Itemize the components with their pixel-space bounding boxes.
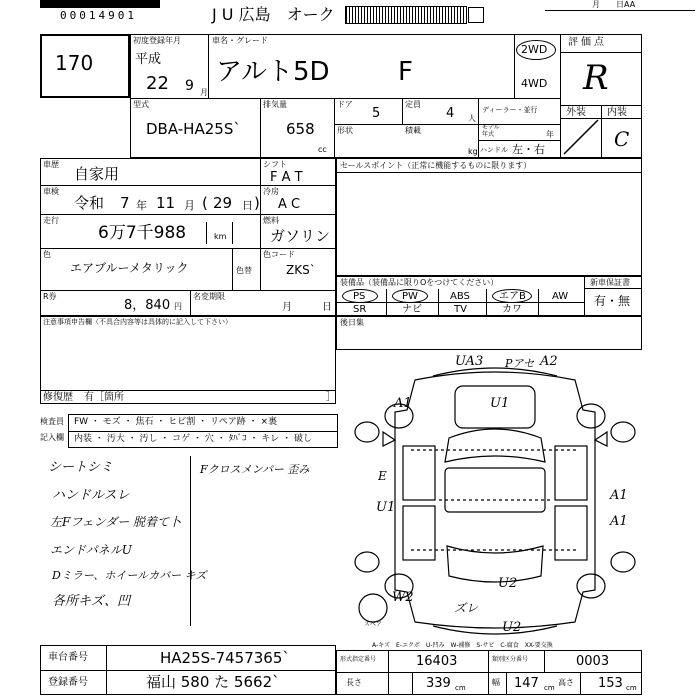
width-label: 幅 — [492, 678, 500, 687]
inspection-day: 29 — [213, 194, 233, 212]
capacity-value: 4 — [446, 106, 455, 121]
mark-a1-right1: A1 — [610, 488, 628, 503]
load-label: 積載 — [405, 126, 421, 135]
title-day: 日 — [322, 302, 332, 313]
length-label: 長さ — [346, 678, 362, 687]
grade: F — [398, 57, 413, 87]
title-month: 月 — [282, 302, 292, 313]
mark-zure: ズレ — [454, 601, 479, 615]
interior-score: C — [614, 127, 630, 151]
chassis-value: HA25S-7457365` — [160, 649, 290, 667]
mark-a1-right2: A1 — [610, 514, 628, 529]
equip-tv: TV — [454, 304, 467, 315]
exterior-label: 外装 — [566, 107, 586, 118]
notes-label: 注意事項申告欄（不具合内容等は具体的に記入して下さい） — [43, 318, 232, 326]
mileage-label: 走行 — [43, 216, 59, 225]
title-deadline-label: 名変期限 — [193, 292, 225, 301]
equip-leather: カワ — [502, 304, 522, 315]
handle-label: ハンドル — [480, 146, 508, 154]
length-value: 339 — [426, 676, 451, 691]
repair-label: 修復歴 — [43, 392, 73, 403]
interior-label: 内装 — [607, 107, 627, 118]
mark-a2: A2 — [540, 354, 558, 369]
model-year-unit: 年 — [546, 130, 554, 139]
equip-airbag: エアB — [499, 291, 526, 302]
inspection-paren-open: ( — [202, 194, 208, 212]
mark-u1-top: U1 — [490, 396, 510, 411]
dealer-label: ディーラー・並行 — [482, 106, 538, 114]
class-value: 0003 — [576, 654, 610, 669]
color-change-label: 色替 — [236, 266, 252, 275]
doors-value: 5 — [372, 106, 381, 121]
lot-number: 170 — [55, 51, 94, 75]
handle-value: 左・右 — [512, 143, 545, 156]
car-diagram — [345, 350, 645, 640]
repair-value: 有［箇所 — [84, 392, 124, 403]
equip-abs: ABS — [450, 291, 470, 302]
plate-value: 福山 580 た 5662` — [146, 673, 280, 691]
shape-label: 形状 — [337, 126, 353, 135]
displacement-unit: cc — [318, 145, 327, 154]
mileage-value: 6万7千988 — [98, 223, 187, 243]
sheet-number: 00014901 — [60, 9, 137, 22]
equipment-label: 装備品（装備品に限りOをつけてください） — [340, 278, 499, 287]
load-unit: kg — [468, 147, 478, 156]
inspection-day-unit: 日 — [242, 199, 253, 212]
mark-u2-bottom: U2 — [502, 620, 522, 635]
mark-u1-left: U1 — [376, 500, 396, 515]
height-unit: cm — [626, 684, 637, 692]
ac-value: A C — [278, 197, 301, 212]
eval-label: 評価点 — [568, 37, 607, 48]
inspector-label: 後日集 — [340, 318, 364, 327]
exterior-slash — [560, 118, 601, 158]
check-label-2: 記入欄 — [40, 433, 64, 442]
repair-close: ］ — [326, 392, 336, 403]
color-code-label: 色コード — [263, 250, 295, 259]
damage-legend: A-キズ E-エクボ U-凹み W-補修 S-サビ C-腐食 XX-要交換 — [372, 642, 553, 649]
handwritten-note-3: 左Fフェンダー 脱着て卜 — [50, 515, 182, 529]
equip-ps: PS — [353, 291, 366, 302]
first-reg-month-unit: 月 — [200, 88, 208, 97]
drive-2wd: 2WD — [521, 43, 548, 56]
history-label: 車歴 — [43, 160, 59, 169]
equip-navi: ナビ — [402, 304, 422, 315]
inspection-year-unit: 年 — [136, 199, 147, 212]
eval-score: R — [583, 58, 609, 98]
inspection-year: 7 — [120, 194, 130, 212]
displacement-value: 658 — [286, 120, 315, 138]
equip-sr: SR — [353, 304, 367, 315]
color-code: ZKS` — [286, 263, 316, 277]
color-value: エアブルーメタリック — [70, 261, 189, 275]
recycle-value: 8，840 — [124, 298, 171, 313]
handwritten-note-6: 各所キズ、凹 — [52, 594, 131, 609]
type-value: DBA-HA25S` — [146, 120, 241, 138]
header-stamp — [468, 7, 484, 23]
history-value: 自家用 — [74, 165, 120, 183]
handwritten-note-5: Dミラー、ホイールカバー キズ — [52, 569, 207, 582]
inspection-label: 車検 — [43, 187, 59, 196]
fuel-value: ガソリン — [270, 227, 331, 245]
warranty-value: 有・無 — [594, 294, 631, 308]
recycle-unit: 円 — [174, 302, 182, 311]
height-label: 高さ — [558, 678, 574, 687]
check-row-2: 内装 ・ 汚大 ・ 汚し ・ コゲ ・ 穴 ・ ﾀﾊﾞｺ ・ キレ ・ 破し — [74, 434, 312, 444]
header-black-bar — [40, 0, 160, 8]
plate-label: 登録番号 — [48, 677, 88, 688]
handwritten-note-2: ハンドルスレ — [52, 488, 130, 503]
type-label: 型式 — [133, 100, 149, 109]
spare-label: スペア — [364, 621, 383, 628]
handwritten-note-4: エンドパネルU — [50, 543, 132, 557]
equip-pw: PW — [402, 291, 418, 302]
recycle-label: R券 — [43, 292, 57, 301]
mileage-unit: km — [214, 232, 227, 241]
mark-u2-rear: U2 — [498, 576, 518, 591]
model-year-label: モデル年式 — [482, 124, 500, 138]
form-value: 16403 — [416, 654, 458, 669]
mark-w2: W2 — [392, 590, 414, 605]
handwritten-note-7: Fクロスメンバー 歪み — [200, 463, 310, 476]
mark-pase: Pアセ — [505, 357, 535, 370]
inspector-box — [336, 316, 642, 350]
check-label-1: 検査員 — [40, 417, 64, 426]
first-reg-month: 9 — [185, 78, 194, 94]
mark-a1-left: A1 — [394, 396, 412, 411]
first-reg-label: 初度登録年月 — [133, 36, 181, 45]
color-label: 色 — [43, 250, 51, 259]
barcode — [345, 6, 467, 24]
header-date: 月 日AA — [592, 0, 636, 9]
check-row-1: FW ・ モズ ・ 焦石 ・ ヒビ割 ・ リペア跡 ・ ×裏 — [74, 417, 278, 427]
handwritten-note-1: シートシミ — [48, 460, 114, 475]
width-unit: cm — [544, 684, 555, 692]
shift-label: シフト — [263, 160, 287, 169]
inspection-month-unit: 月 — [184, 199, 195, 212]
inspection-era: 令和 — [74, 194, 105, 212]
ac-label: 冷房 — [263, 187, 279, 196]
width-value: 147 — [514, 676, 539, 691]
drive-4wd: 4WD — [521, 77, 548, 90]
class-label: 類別区分番号 — [492, 656, 529, 663]
first-reg-year: 22 — [146, 73, 169, 94]
capacity-unit: 人 — [468, 114, 476, 123]
fuel-label: 燃料 — [263, 216, 279, 225]
inspection-month: 11 — [156, 194, 176, 212]
sales-point-box — [336, 158, 642, 276]
inspection-paren-close: ) — [254, 194, 260, 212]
warranty-label: 新車保証書 — [590, 278, 630, 287]
capacity-label: 定員 — [405, 100, 421, 109]
model-name-label: 車名・グレード — [212, 36, 268, 45]
height-value: 153 — [598, 676, 623, 691]
first-reg-era: 平成 — [135, 52, 162, 67]
model-name: アルト5D — [216, 57, 330, 87]
doors-label: ドア — [337, 100, 353, 109]
mark-ua3: UA3 — [455, 354, 484, 369]
equip-aw: AW — [552, 291, 569, 302]
shift-value: F A T — [270, 170, 303, 185]
mark-e: E — [378, 469, 387, 483]
length-unit: cm — [455, 684, 466, 692]
displacement-label: 排気量 — [263, 100, 287, 109]
sales-point-label: セールスポイント（正常に機能するものに限ります） — [340, 161, 532, 170]
chassis-label: 車台番号 — [48, 652, 88, 663]
form-label: 形式指定番号 — [340, 656, 377, 663]
auction-name: J U 広島 オーク — [212, 5, 335, 24]
